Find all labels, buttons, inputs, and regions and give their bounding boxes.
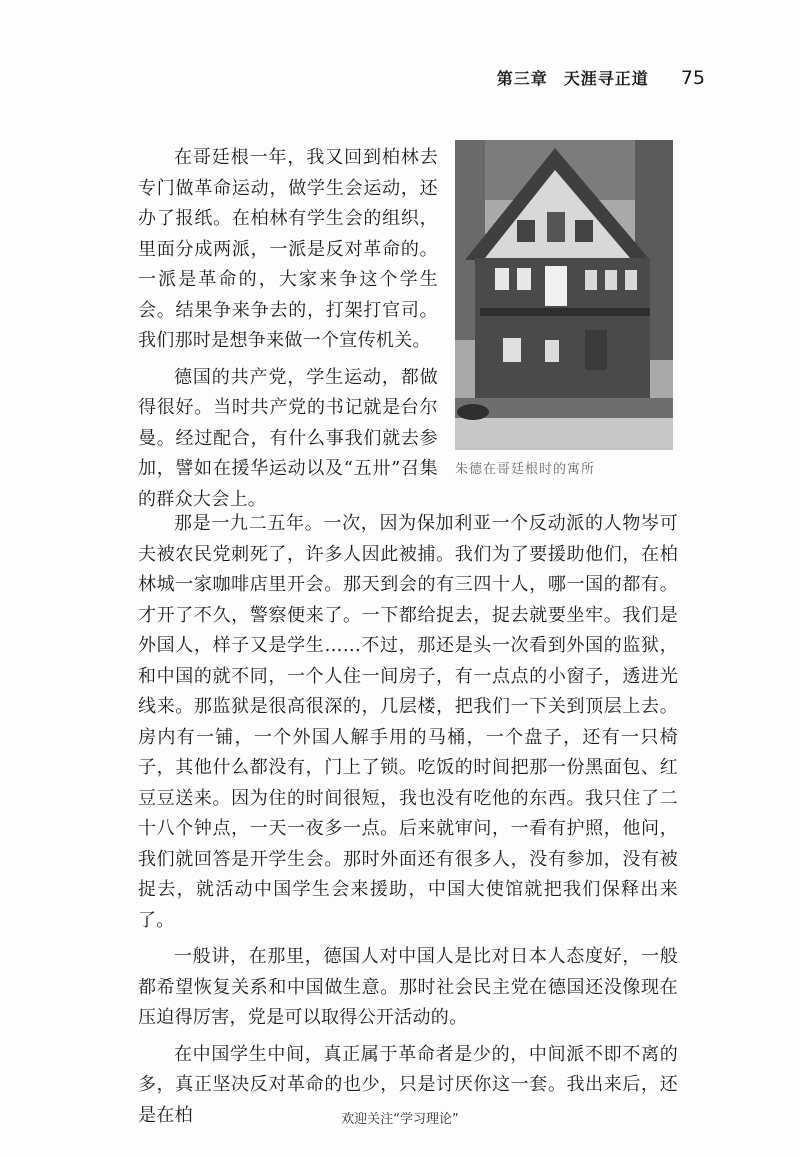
paragraph: 一般讲，在那里，德国人对中国人是比对日本人态度好，一般都希望恢复关系和中国做生意。那时社会民主党在德国还没像现在压迫得厉害，党是可以取得公开活动的。 — [138, 946, 678, 1028]
house-photo-illustration — [455, 140, 673, 450]
figure-caption: 朱德在哥廷根时的寓所 — [455, 462, 596, 477]
running-head — [497, 66, 705, 89]
footer-note: 欢迎关注“学习理论” — [341, 1112, 459, 1127]
chapter-title: 天涯寻正道 — [563, 69, 649, 88]
page-number: 75 — [680, 67, 705, 89]
paragraph: 那是一九二五年。一次，因为保加利亚一个反动派的人物岑可夫被农民党刺死了，许多人因此被捕。我们为了要援助他们，在柏林城一家咖啡店里开会。那天到会的有三四十人，哪一国的都有。才开了不久，警察便来了。一下都给捉去，捉去就要坐牢。我们是外国人，样子又是学生……不过，那还是头一次看到外国的监狱，和中国的就不同，一个人住一间房子，有一点点的小窗子，透进光线来。那监狱是很高很深的，几层楼，把我们一下关到顶层上去。房内有一铺，一个外国人解手用的马桶，一个盘子，还有一只椅子，其他什么都没有，门上了锁。吃饭的时间把那一份黑面包、红豆豆送来。因为住的时间很短，我也没有吃他的东西。我只住了二十八个钟点，一天一夜多一点。后来就审问，一看有护照，他问，我们就回答是开学生会。那时外面还有很多人，没有参加，没有被捉去，就活动中国学生会来援助，中国大使馆就把我们保释出来了。 — [138, 513, 678, 931]
paragraph: 在哥廷根一年，我又回到柏林去专门做革命运动，做学生会运动，还办了报纸。在柏林有学生会的组织，里面分成两派，一派是反对革命的。一派是革命的，大家来争这个学生会。结果争来争去的，打架打官司。我们那时是想争来做一个宣传机关。 — [138, 147, 438, 351]
chapter-label: 第三章 — [496, 69, 548, 88]
figure — [455, 140, 673, 480]
narrow-text-column — [138, 143, 438, 521]
paragraph: 德国的共产党，学生运动，都做得很好。当时共产党的书记就是台尔曼。经过配合，有什么事我们就去参加，譬如在援华运动以及“五卅”召集的群众大会上。 — [138, 366, 438, 510]
paragraph: 在中国学生中间，真正属于革命者是少的，中间派不即不离的多，真正坚决反对革命的也少，只是讨厌你这一套。我出来后，还是在柏 — [138, 1043, 678, 1126]
wide-text-column — [138, 509, 678, 1137]
house-photo — [455, 140, 673, 450]
